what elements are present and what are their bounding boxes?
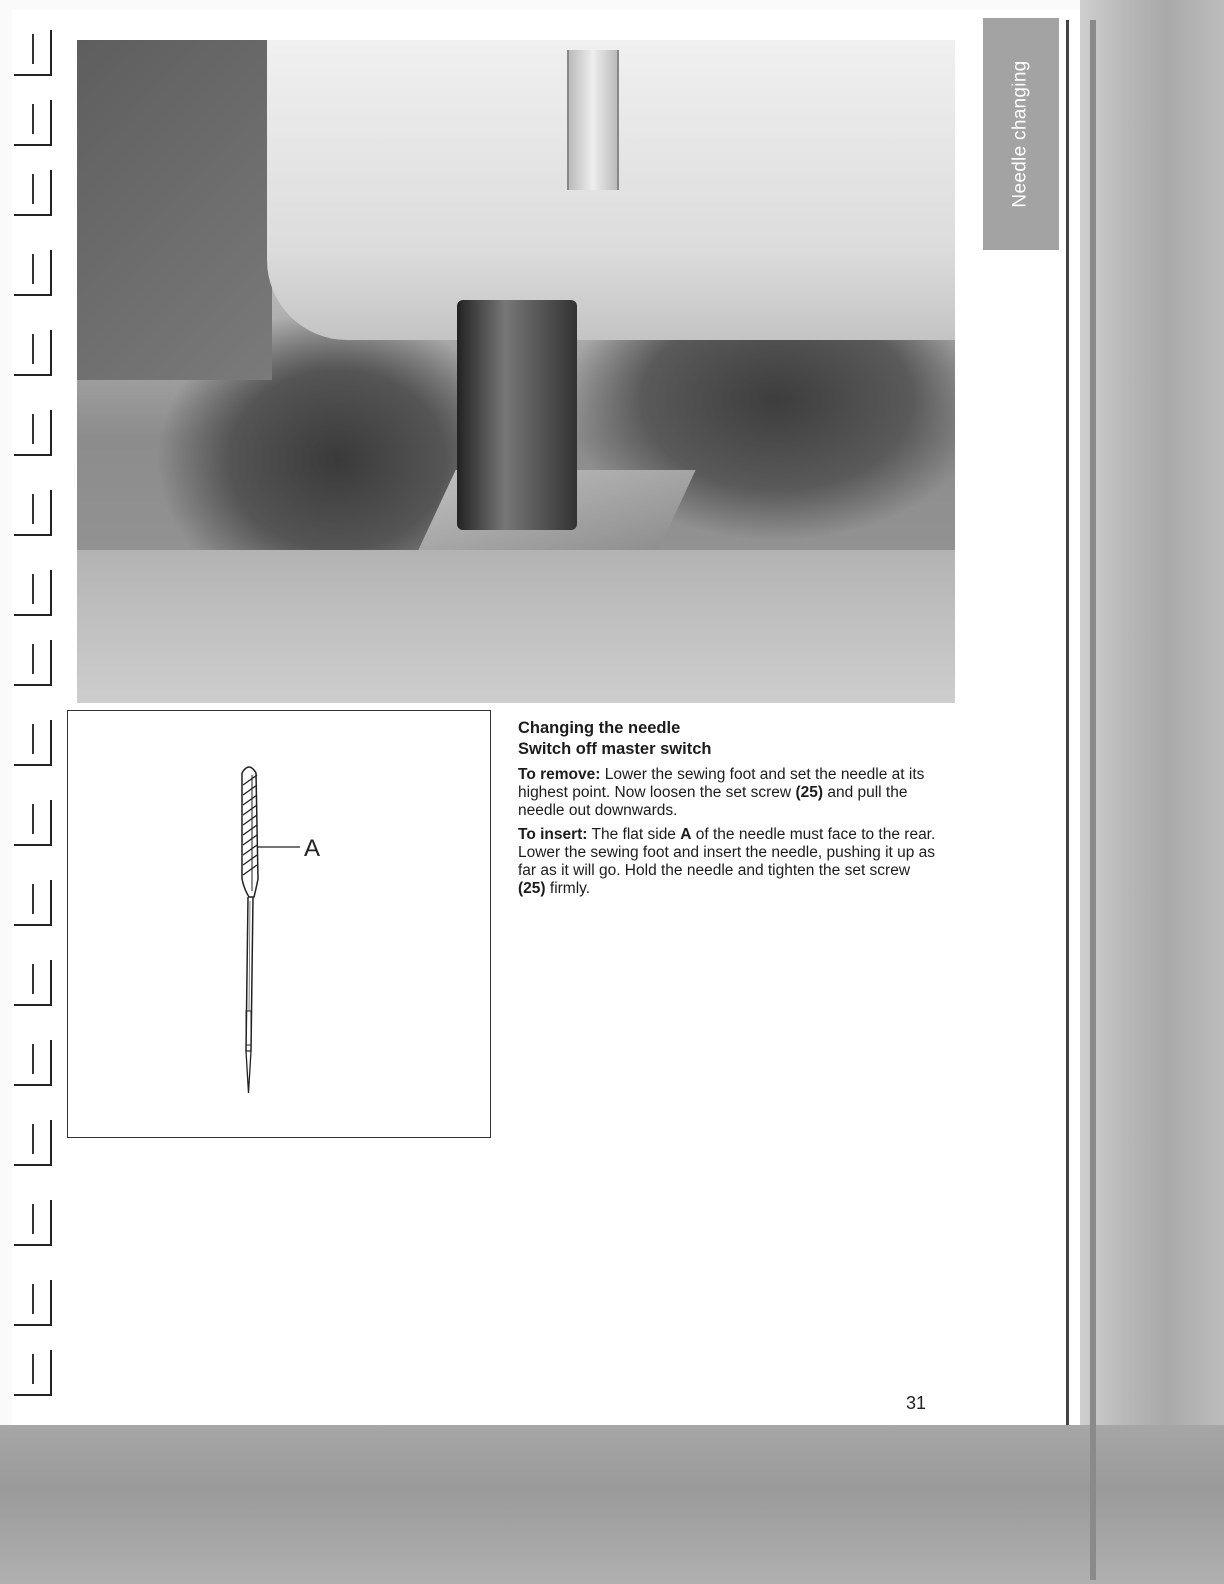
page-number: 31	[906, 1393, 927, 1413]
insert-text-2: of the needle must face to the rear. Lower the sewing foot and insert the needle, pushing it up as far as it will go. Hold the needle and tighten the set screw	[518, 826, 936, 879]
binding-hole	[14, 720, 52, 766]
instructions	[518, 718, 938, 898]
section-tab-label: Needle changing	[1010, 60, 1031, 208]
binding-hole	[14, 800, 52, 846]
remove-text-1: Lower the sewing foot and set the needle at its highest point. Now loosen the set screw	[518, 766, 925, 801]
binding-hole	[14, 410, 52, 456]
binding-hole	[14, 330, 52, 376]
needle-diagram	[67, 710, 491, 1138]
binding-hole	[14, 1350, 52, 1396]
insert-text-1: The flat side	[591, 826, 681, 843]
binding-hole	[14, 250, 52, 296]
binding-hole	[14, 100, 52, 146]
binding-hole	[14, 490, 52, 536]
page-edge	[1066, 20, 1069, 1425]
presser-foot	[457, 300, 577, 530]
insert-instructions	[518, 826, 938, 898]
binding-hole	[14, 1120, 52, 1166]
spiral-binding	[14, 20, 58, 1420]
binding-hole	[14, 170, 52, 216]
binding-hole	[14, 880, 52, 926]
flat-side-callout: A	[304, 835, 321, 862]
insert-flat-side: A	[680, 826, 692, 843]
binding-hole	[14, 570, 52, 616]
remove-screw-ref: (25)	[795, 784, 824, 801]
binding-hole	[14, 640, 52, 686]
binding-hole	[14, 1280, 52, 1326]
needle-change-photo	[77, 40, 955, 703]
needle-bar	[567, 50, 619, 190]
insert-label: To insert:	[518, 826, 588, 843]
needle-drawing	[68, 711, 490, 1137]
scan-shadow-bottom	[0, 1425, 1224, 1584]
remove-instructions	[518, 766, 938, 820]
remove-text-2: and pull the needle out downwards.	[518, 784, 908, 819]
binding-hole	[14, 1040, 52, 1086]
scan-shadow-right	[1080, 0, 1224, 1584]
section-tab	[983, 18, 1059, 250]
sewing-table	[77, 550, 955, 703]
binding-hole	[14, 30, 52, 76]
remove-label: To remove:	[518, 766, 601, 783]
photo-background-left	[77, 40, 272, 380]
binding-hole	[14, 1200, 52, 1246]
section-subheading: Switch off master switch	[518, 740, 712, 758]
insert-screw-ref: (25)	[518, 880, 546, 897]
section-heading: Changing the needle	[518, 719, 681, 737]
page-edge-outer	[1090, 20, 1096, 1580]
insert-text-3: firmly.	[545, 880, 591, 897]
binding-hole	[14, 960, 52, 1006]
